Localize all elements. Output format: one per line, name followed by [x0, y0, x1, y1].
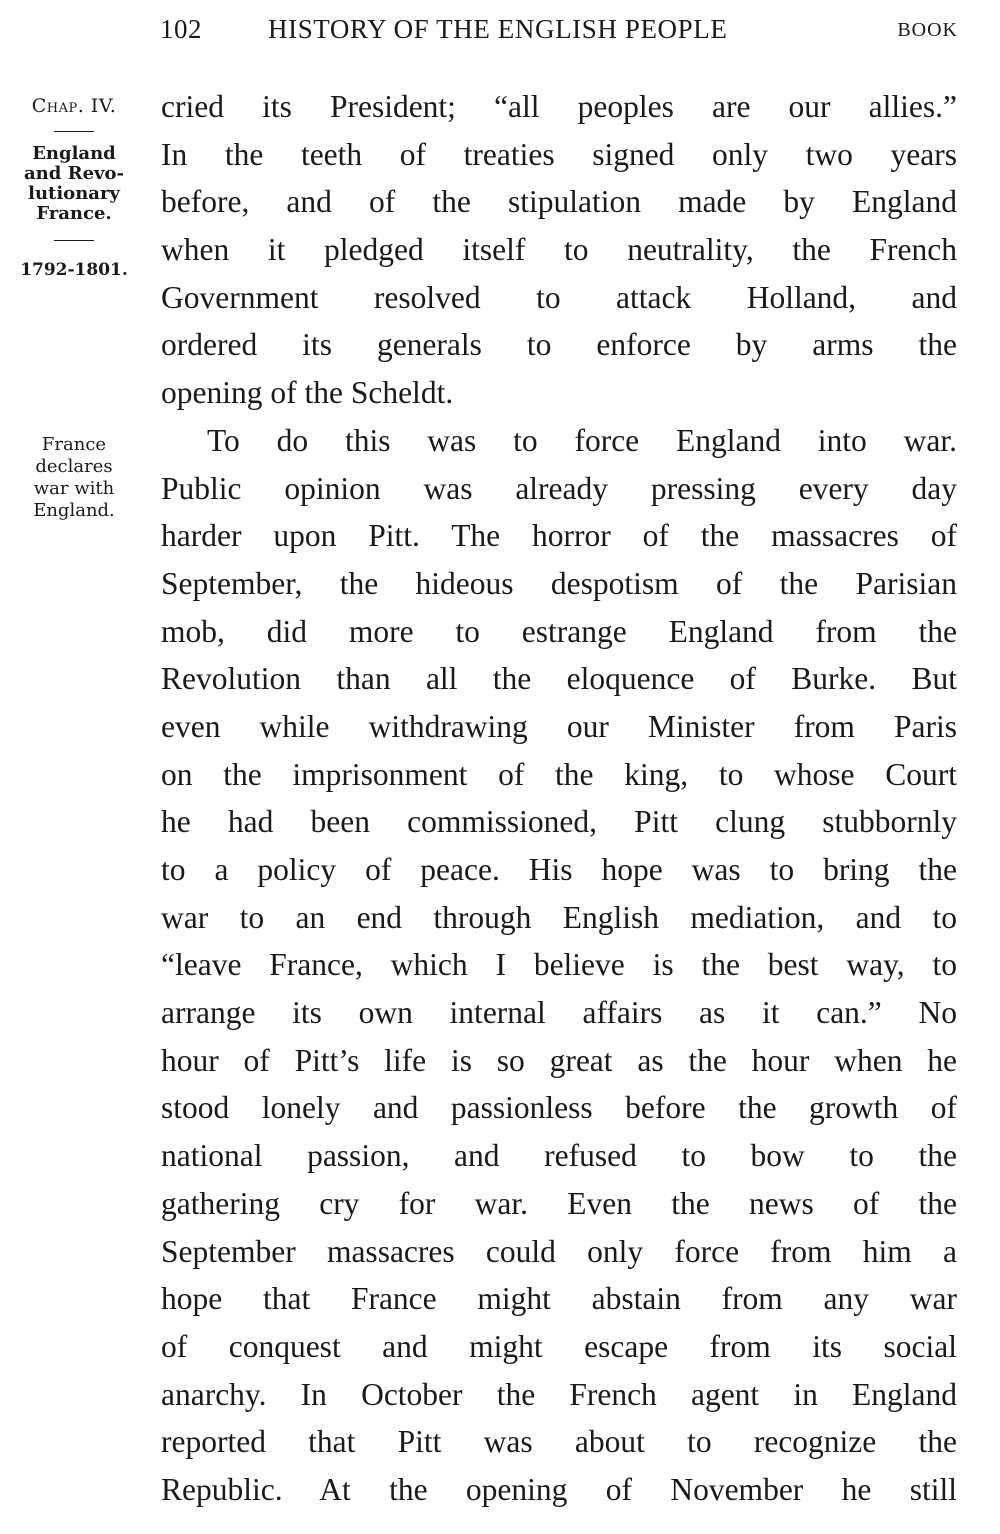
text-line: even while withdrawing our Minister from Paris: [161, 708, 957, 744]
sidenote-line: lutionary: [28, 183, 120, 204]
text-line: September, the hideous despotism of the Parisian: [161, 565, 957, 601]
book-label: BOOK: [897, 19, 958, 41]
text-line: war to an end through English mediation, and to: [161, 899, 957, 935]
sidenote-divider: [54, 131, 94, 132]
text-line: Public opinion was already pressing every day: [161, 470, 957, 506]
text-line: hour of Pitt’s life is so great as the hour when he: [161, 1042, 957, 1078]
sidenote-line: France.: [36, 203, 112, 224]
sidenote-line: declares: [35, 456, 113, 477]
sidenote-line: France: [41, 434, 107, 455]
page-number: 102: [160, 14, 202, 44]
text-line: before, and of the stipulation made by England: [161, 184, 957, 220]
text-line: ordered its generals to enforce by arms the: [161, 327, 957, 363]
text-line: In the teeth of treaties signed only two years: [161, 136, 957, 172]
main-text: [161, 83, 957, 1514]
topic-sidenote-england-france: [8, 144, 140, 224]
chapter-label: Chap. IV.: [31, 95, 117, 117]
text-line: Republic. At the opening of November he still: [161, 1471, 957, 1507]
text-line: on the imprisonment of the king, to whose Court: [161, 756, 957, 792]
text-line: To do this was to force England into war.: [207, 422, 957, 458]
text-line: Government resolved to attack Holland, and: [161, 279, 957, 315]
sidenote-line: war with: [33, 478, 115, 499]
text-line: when it pledged itself to neutrality, the French: [161, 232, 957, 268]
running-title: HISTORY OF THE ENGLISH PEOPLE: [268, 14, 728, 44]
sidenote-line: and Revo-: [24, 163, 124, 184]
text-line: reported that Pitt was about to recognize the: [161, 1424, 957, 1460]
text-line: mob, did more to estrange England from the: [161, 613, 957, 649]
text-line: harder upon Pitt. The horror of the massacres of: [161, 518, 957, 554]
years-sidenote: 1792-1801.: [20, 260, 128, 280]
text-line: opening of the Scheldt.: [161, 375, 454, 411]
text-line: he had been commissioned, Pitt clung stubbornly: [161, 804, 957, 840]
text-line: “leave France, which I believe is the best way, to: [161, 947, 957, 983]
topic-sidenote-war-declared: [8, 434, 140, 522]
text-line: Revolution than all the eloquence of Burke. But: [161, 661, 957, 697]
sidenote-line: England: [32, 143, 116, 164]
text-line: national passion, and refused to bow to the: [161, 1138, 957, 1174]
sidenote-line: England.: [33, 500, 115, 521]
text-line: anarchy. In October the French agent in England: [161, 1376, 957, 1412]
text-line: September massacres could only force from him a: [161, 1233, 957, 1269]
text-line: hope that France might abstain from any war: [161, 1281, 957, 1317]
text-line: gathering cry for war. Even the news of the: [161, 1185, 957, 1221]
text-line: of conquest and might escape from its social: [161, 1328, 957, 1364]
running-header: [160, 14, 960, 54]
sidenote-divider: [54, 240, 94, 241]
text-line: to a policy of peace. His hope was to bring the: [161, 852, 957, 887]
text-line: arrange its own internal affairs as it can.” No: [161, 995, 957, 1031]
text-line: stood lonely and passionless before the growth of: [161, 1090, 957, 1126]
text-line: cried its President; “all peoples are our allies.”: [161, 89, 957, 124]
chapter-sidenote: [8, 96, 140, 117]
